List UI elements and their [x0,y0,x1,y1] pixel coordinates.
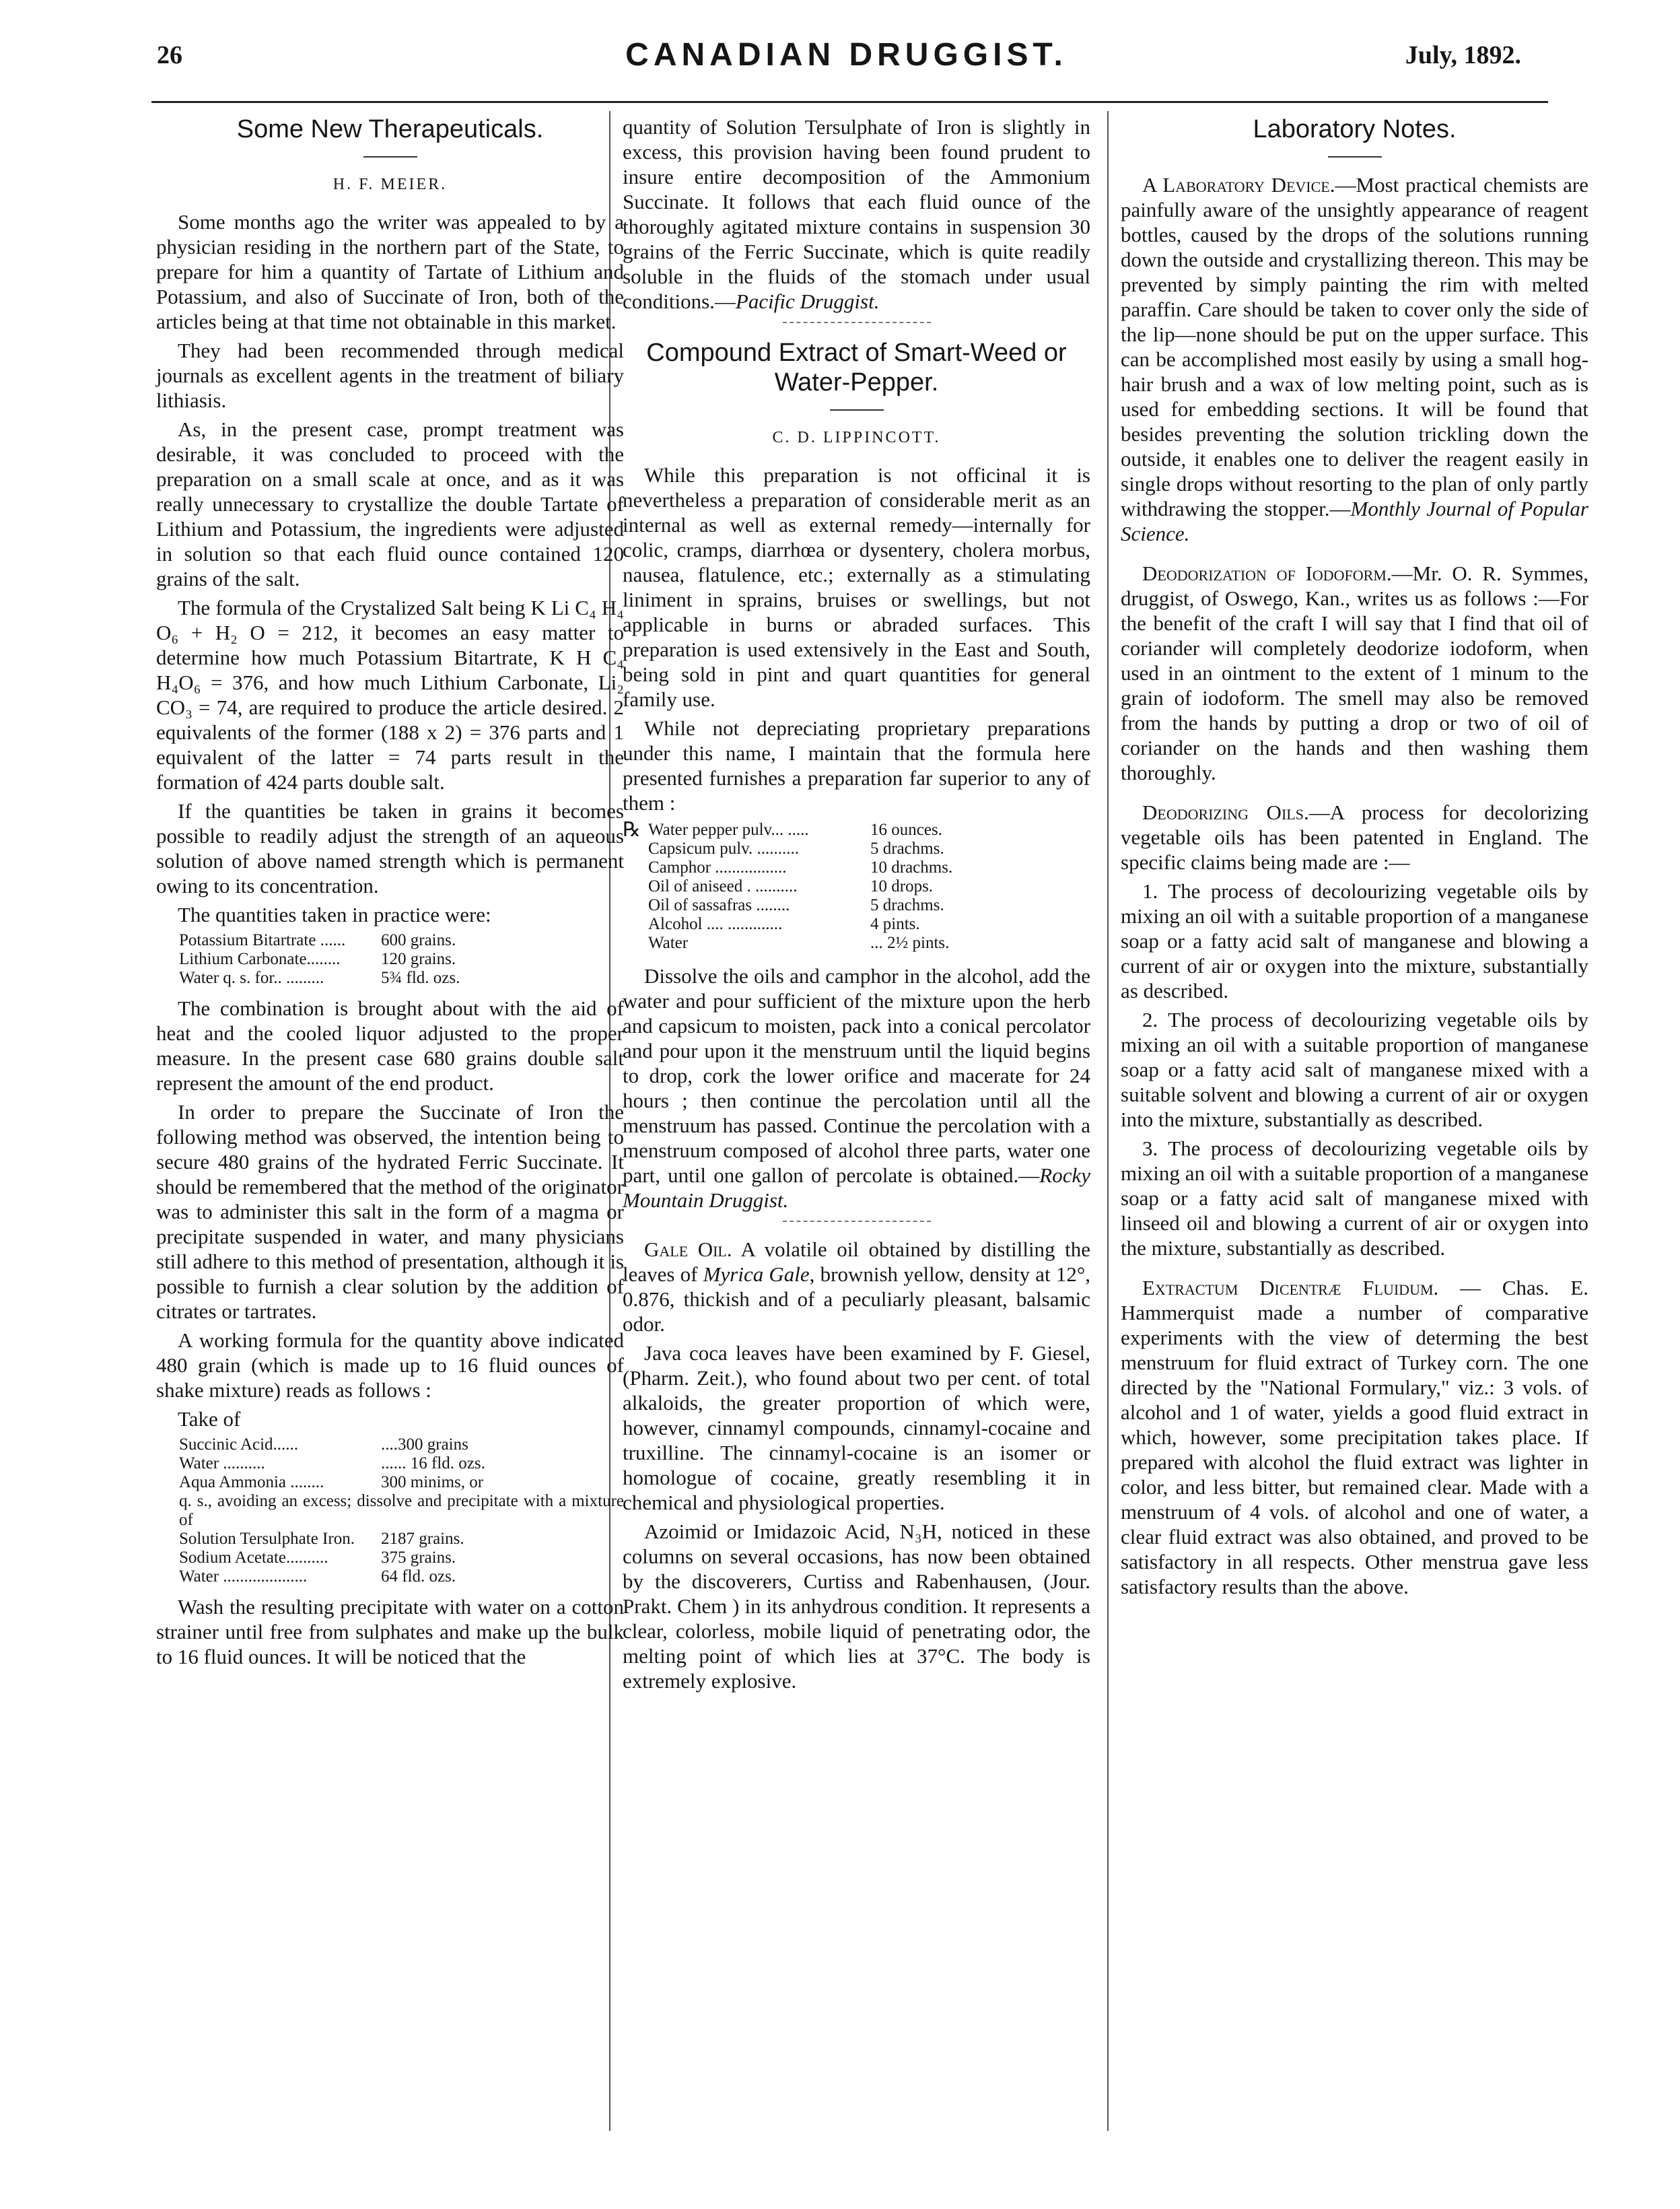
recipe-row: Aqua Ammonia ........ 300 minims, or [179,1473,484,1491]
item-lead: Deodorizing Oils. [1142,801,1309,824]
recipe-row: Alcohol .... ............. 4 pints. [648,915,920,933]
paragraph: 1. The process of decolourizing vegetable oils by mixing an oil with a suitable proportion of a manganese soap or a fatty acid salt of manganese and blowing a current of air or oxygen into the mixture, substantially as described. [1121,879,1588,1002]
paragraph: 3. The process of decolourizing vegetable oils by mixing an oil with a suitable proportion of a manganese soap or a fatty acid salt of manganese mixed with linseed oil and blowing a current of air or oxygen into the mixture, substantially as described. [1121,1136,1588,1260]
recipe-list [156,1435,624,1586]
recipe-row: Camphor ................. 10 drachms. [648,858,953,877]
paragraph: Wash the resulting precipitate with water on a cotton strainer until free from sulphates and make up the bulk to 16 fluid ounces. It will be noticed that the [156,1595,624,1668]
paragraph: In order to prepare the Succinate of Iron the following method was observed, the intention being to secure 480 grains of the hydrated Ferric Succinate. It should be remembered that the method of the originator was to administer this salt in the form of a magma or precipitate suspended in water, and many physicians still adhere to this method of presentation, although it is possible to furnish a clear solution by the addition of citrates or tartrates. [156,1100,624,1323]
title-rule [363,156,417,158]
journal-title: CANADIAN DRUGGIST. [625,37,1068,73]
recipe-list [156,931,624,988]
header-rule [151,101,1548,103]
paragraph: Take of [178,1407,241,1431]
paragraph: Some months ago the writer was appealed to by a physician residing in the northern part of the State, to prepare for him a quantity of Tartate of Lithium and Potassium, and also of Succinate of Iron, both of the articles being at that time not obtainable in this market. [156,210,624,333]
section-title: Laboratory Notes. [1253,115,1457,143]
recipe-row: Potassium Bitartrate ...... 600 grains. [179,931,456,949]
recipe-row: Oil of aniseed . .......... 10 drops. [648,877,934,895]
recipe-row: Water .......... ...... 16 fld. ozs. [179,1454,485,1472]
recipe-row: Solution Tersulphate Iron. 2187 grains. [179,1530,464,1548]
paragraph: The quantities taken in practice were: [178,903,491,926]
paragraph: Deodorizing Oils.—A process for decolorizing vegetable oils has been patented in England. The specific claims being made are :— [1121,801,1589,874]
title-rule [1328,156,1382,158]
paragraph: As, in the present case, prompt treatment was desirable, it was concluded to proceed with the preparation on a small scale at once, and as it was really unnecessary to crystallize the double Tartate of Lithium and Potassium, the ingredients were adjusted in solution so that each fluid ounce contained 120 grains of the salt. [156,417,624,590]
paragraph: The combination is brought about with the aid of heat and the cooled liquor adjusted to the proper measure. In the present case 680 grains double salt represent the amount of the end product. [156,996,624,1095]
recipe-row: Water ... 2½ pints. [648,934,950,952]
column-3 [1121,114,1588,1603]
article-title: Compound Extract of Smart-Weed or Water-Pepper. [646,339,1067,397]
paragraph: While not depreciating proprietary preparations under this name, I maintain that the formula here presented furnishes a preparation far superior to any of them : [623,716,1090,815]
recipe-row: Water q. s. for.. ......... 5¾ fld. ozs. [179,969,460,987]
paragraph: Dissolve the oils and camphor in the alcohol, add the water and pour sufficient of the mixture upon the herb and capsicum to moisten, pack into a conical percolator and pour upon it the menstruum until the liquid begins to drop, cork the lower orifice and macerate for 24 hours ; then continue the percolation until all the menstruum has passed. Continue the percolation with a menstruum composed of alcohol three parts, water one part, until one gallon of percolate is obtained.—Rocky Mountain Druggist. [623,964,1090,1212]
recipe-row: Sodium Acetate.......... 375 grains. [179,1549,456,1567]
article-author: H. F. MEIER. [332,176,448,193]
paragraph: A Laboratory Device.—Most practical chemists are painfully aware of the unsightly appearance of reagent bottles, caused by the drops of the solutions running down the outside and crystallizing thereon. This may be prevented by simply painting the rim with melted paraffin. Care should be taken to cover only the side of the lip—none should be put on the upper surface. This can be accomplished most easily by using a small hog-hair brush and a wax of low melting point, such as is used for embedding sections. It will be found that besides preventing the solution trickling down the outside, it enables one to deliver the reagent easily in single drops without resorting to the plan of only partly withdrawing the stopper.—Monthly Journal of Popular Science. [1121,173,1588,545]
paragraph: 2. The process of decolourizing vegetable oils by mixing an oil with a suitable proportion of manganese soap or a fatty acid salt of manganese mixed with a suitable solvent and blowing a current of air or oxygen into the mixture, substantially as described. [1121,1008,1588,1131]
column-1 [156,114,624,1673]
page-number: 26 [157,41,182,69]
issue-date: July, 1892. [1405,41,1521,69]
paragraph: quantity of Solution Tersulphate of Iron is slightly in excess, this provision having been found prudent to insure entire decomposition of the Ammonium Succinate. It follows that each fluid ounce of the thoroughly agitated mixture contains in suspension 30 grains of the Ferric Succinate, which is quite readily soluble in the fluids of the stomach under usual conditions.—Pacific Druggist. [623,115,1090,313]
article-separator [783,322,931,323]
article-title: Some New Therapeuticals. [236,115,544,143]
paragraph: Extractum Dicentræ Fluidum. — Chas. E. Hammerquist made a number of comparative experiments with the view of determing the best menstruum for fluid extract of Turkey corn. The one directed by the "National Formulary," viz.: 3 vols. of alcohol and 1 of water, yields a good fluid extract in which, however, some precipitation takes place. If prepared with alcohol the fluid extract was lighter in color, and less bitter, but remained clear. Made with a menstruum of 4 vols. of alcohol and one of water, a clear fluid extract was also obtained, and proved to be satisfactory in all respects. Other menstrua gave less satisfactory results than the above. [1121,1276,1588,1598]
title-rule [830,409,884,411]
recipe-row: Lithium Carbonate........ 120 grains. [179,950,456,968]
paragraph: The formula of the Crystalized Salt being K Li C₄ H₄ O₆ + H₂ O = 212, it becomes an easy matter to determine how much Potassium Bitartrate, K H C₄ H₄O₆ = 376, and how much Lithium Carbonate, Li₂ CO₃ = 74, are required to produce the article desired. 2 equivalents of the former (188 x 2) = 376 parts and 1 equivalent of the latter = 74 parts result in the formation of 424 parts double salt. [156,596,624,794]
column-2 [623,114,1090,1697]
recipe-row: Succinic Acid...... ....300 grains [179,1435,468,1454]
paragraph: Gale Oil. A volatile oil obtained by distilling the leaves of Myrica Gale, brownish yellow, density at 12°, 0.876, thickish and of a peculiarly pleasant, balsamic odor. [623,1237,1090,1336]
paragraph: Deodorization of Iodoform.—Mr. O. R. Symmes, druggist, of Oswego, Kan., writes us as follows :—For the benefit of the craft I will say that I find that oil of coriander will completely deodorize iodoform, when used in an ointment to the extent of 1 minum to the grain of iodoform. The smell may also be removed from the hands by putting a drop or two of oil of coriander on the hands and then washing them thoroughly. [1121,562,1588,784]
source-citation: Pacific Druggist. [735,290,880,313]
recipe-row: Oil of sassafras ........ 5 drachms. [648,896,944,914]
paragraph: They had been recommended through medical journals as excellent agents in the treatment of biliary lithiasis. [156,339,624,412]
item-lead: Gale Oil. [644,1237,732,1261]
article-author: C. D. LIPPINCOTT. [772,429,941,446]
rx-symbol-icon: ℞ [623,819,641,841]
recipe-row: Water .................... 64 fld. ozs. [179,1567,456,1586]
article-separator [783,1221,931,1222]
paragraph: Java coca leaves have been examined by F. Giesel, (Pharm. Zeit.), who found about two per cent. of total alkaloids, the greater proportion of which were, however, cinnamyl compounds, cinnamyl-cocaine and truxilline. The cinnamyl-cocaine is an isomer or homologue of cocaine, greatly resembling it in chemical and physiological properties. [623,1341,1090,1514]
item-lead: Extractum Dicentræ Fluidum. [1142,1276,1439,1299]
paragraph: A working formula for the quantity above indicated 480 grain (which is made up to 16 fluid ounces of shake mixture) reads as follows : [156,1328,624,1402]
recipe-note: q. s., avoiding an excess; dissolve and precipitate with a mixture of [179,1492,624,1529]
prescription-list [623,821,1090,953]
paragraph: Azoimid or Imidazoic Acid, N₃H, noticed in these columns on several occasions, has now been obtained by the discoverers, Curtiss and Rabenhausen, (Jour. Prakt. Chem ) in its anhydrous condition. It represents a clear, colorless, mobile liquid of penetrating odor, the melting point of which lies at 37°C. The body is extremely explosive. [623,1520,1090,1693]
paragraph: While this preparation is not officinal it is nevertheless a preparation of considerable merit as an internal as well as external remedy—internally for colic, cramps, diarrhœa or dysentery, cholera morbus, nausea, flatulence, etc.; externally as a stimulating liniment in sprains, bruises or swellings, but not applicable in burns or abraded surfaces. This preparation is used extensively in the East and South, being sold in pint and quart quantities for general family use. [623,463,1090,711]
item-lead: A Laboratory Device. [1142,173,1335,197]
page-header [145,35,1548,75]
source-citation: Rocky Mountain Druggist. [623,1163,1090,1212]
item-lead: Deodorization of Iodoform. [1142,562,1392,585]
paragraph: If the quantities be taken in grains it becomes possible to readily adjust the strength of an aqueous solution of above named strength which is permanent owing to its concentration. [156,799,624,897]
source-citation: Monthly Journal of Popular Science. [1121,497,1588,545]
recipe-row: Water pepper pulv... ..... 16 ounces. [648,821,942,839]
column-divider [1107,111,1109,2131]
recipe-row: Capsicum pulv. .......... 5 drachms. [648,840,944,858]
